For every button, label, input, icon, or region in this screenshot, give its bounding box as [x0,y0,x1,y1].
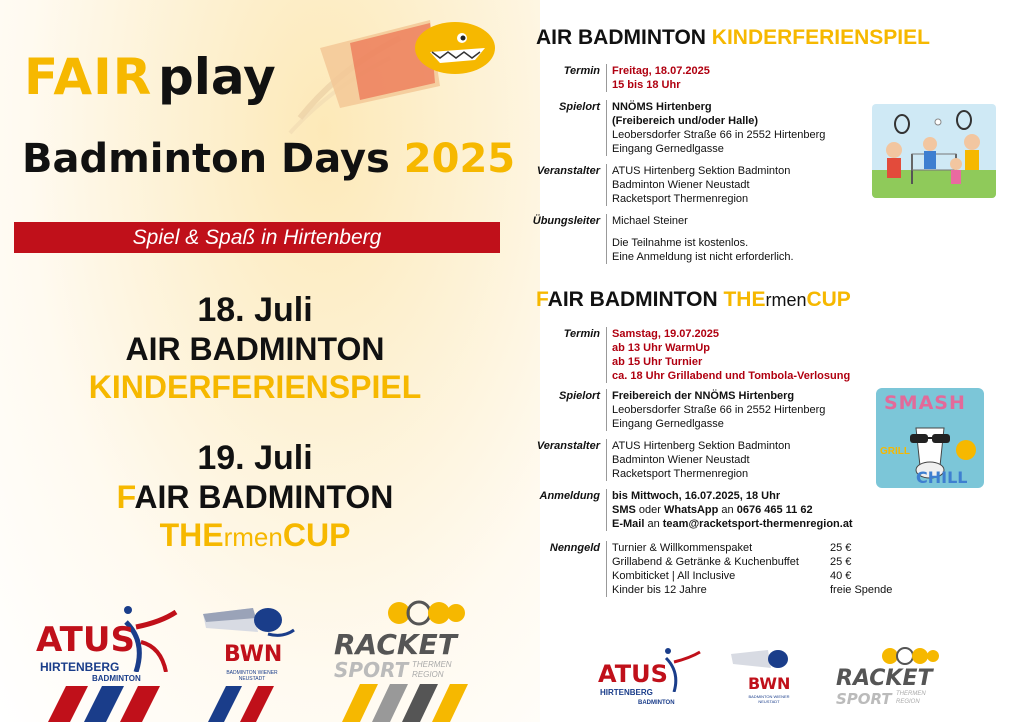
atus-text: ATUS [36,620,135,660]
shuttlecock-icon [280,8,500,138]
racket-stripes [334,684,474,722]
price-row [612,583,950,597]
s1-termin-1: Freitag, 18.07.2025 [612,65,710,77]
s1-veranstalter-label: Veranstalter [536,165,600,177]
racket-logo-small [836,646,946,712]
s1-termin-label: Termin [563,65,600,77]
bwn-shuttle-icon [198,602,298,642]
s1-uebungsleiter-label: Übungsleiter [532,215,600,227]
thermen-text: THERMEN [896,691,926,697]
racket-balls-icon [880,646,940,666]
atus-sub2: BADMINTON [638,700,675,706]
bwn-text: BWN [748,674,791,693]
s1-spielort-3: Leobersdorfer Straße 66 in 2552 Hirtenberg [612,129,826,141]
s2-anmeldung-label: Anmeldung [539,490,600,502]
price-value: freie Spende [830,584,893,596]
bwn-logo-small [728,646,808,712]
section1-title-a: AIR BADMINTON [536,26,712,49]
s2-veranstalter-1: ATUS Hirtenberg Sektion Badminton [612,440,791,452]
smash-grill-chill-illustration [876,388,984,488]
s2-spielort-2: Leobersdorfer Straße 66 in 2552 Hirtenberg [612,404,826,416]
atus-stripes [36,686,166,722]
s2-termin-label: Termin [563,328,600,340]
s2-anmeldung-2 [612,503,950,517]
event2-the: THE [159,517,224,553]
s1-termin-value [606,64,950,92]
s1-uebungsleiter-row [530,214,950,264]
s1-note-1: Die Teilnahme ist kostenlos. [612,237,749,249]
s1-spielort-label: Spielort [559,101,600,113]
s2-anmeldung-email-label: E-Mail [612,518,645,530]
bwn-sub: BADMINTON WIENER NEUSTADT [226,670,278,682]
section2-title-air: AIR BADMINTON [547,288,724,311]
s1-veranstalter-2: Badminton Wiener Neustadt [612,179,750,191]
s2-termin-3: ab 15 Uhr Turnier [612,356,703,368]
s1-uebungsleiter-1: Michael Steiner [612,215,688,227]
bwn-sub: BADMINTON WIENER NEUSTADT [748,694,790,704]
price-value: 40 € [830,570,852,582]
s2-anmeldung-phone: 0676 465 11 62 [736,504,813,516]
sport-text: SPORT [836,690,892,708]
s2-spielort-3: Eingang Gernedlgasse [612,418,724,430]
grill-text: GRILL [880,446,910,457]
title-year: 2025 [403,136,516,182]
s2-anmeldung-1: bis Mittwoch, 16.07.2025, 18 Uhr [612,490,781,502]
s2-veranstalter-3: Racketsport Thermenregion [612,468,749,480]
s2-anmeldung-whatsapp: WhatsApp [663,504,719,516]
s1-note-2: Eine Anmeldung ist nicht erforderlich. [612,251,794,263]
atus-logo-small [598,646,708,712]
bwn-shuttle-icon [728,646,800,674]
racket-balls-icon [386,600,466,626]
s2-nenngeld-row [530,541,950,597]
event2-rest: AIR BADMINTON [134,479,394,515]
racket-text: RACKET [836,666,933,691]
s2-termin-4: ca. 18 Uhr Grillabend und Tombola-Verlosung [612,370,851,382]
subtitle-banner: Spiel & Spaß in Hirtenberg [14,222,500,253]
s2-nenngeld-label: Nenngeld [549,542,600,554]
price-row [612,555,950,569]
price-name: Kinder bis 12 Jahre [612,584,707,596]
s2-anmeldung-row [530,489,950,531]
event2-line2 [20,516,490,556]
region-text: REGION [412,670,444,679]
section1-title-b: KINDERFERIENSPIEL [711,26,930,49]
title-badminton-days [22,136,515,182]
smash-text: SMASH [884,392,966,414]
s1-termin-row [530,64,950,92]
racket-logo-large [334,600,474,722]
atus-sub1: HIRTENBERG [40,660,120,674]
s1-uebungsleiter-value [606,214,950,264]
bwn-stripes [198,686,298,722]
atus-sub1: HIRTENBERG [600,688,653,697]
event2-block [20,438,490,556]
s1-spielort-2: (Freibereich und/oder Halle) [612,115,759,127]
s1-spielort-1: NNÖMS Hirtenberg [612,101,712,113]
thermen-text: THERMEN [412,660,452,669]
s2-veranstalter-label: Veranstalter [536,440,600,452]
section2-title-the: THE [723,288,766,311]
section2-title-cup: CUP [806,288,851,311]
s2-anmeldung-value [606,489,950,531]
event1-block [20,290,490,406]
event2-rmen: rmen [223,522,283,552]
event1-line2: KINDERFERIENSPIEL [88,369,422,405]
s2-termin-1: Samstag, 19.07.2025 [612,328,720,340]
title-play: play [158,48,276,106]
event2-f: F [116,479,135,515]
price-row [612,569,950,583]
s2-anmeldung-3 [612,517,950,531]
price-value: 25 € [830,542,852,554]
price-name: Grillabend & Getränke & Kuchenbuffet [612,556,799,568]
s2-veranstalter-2: Badminton Wiener Neustadt [612,454,750,466]
bwn-text: BWN [224,642,283,667]
section1-title [536,26,930,50]
racket-text: RACKET [334,628,457,661]
atus-sub2: BADMINTON [92,674,141,683]
title-days-text: Badminton Days [22,136,390,182]
s2-anmeldung-an2: an [644,518,663,530]
price-name: Kombiticket | All Inclusive [612,570,736,582]
section2-title [536,288,851,312]
price-name: Turnier & Willkommenspaket [612,542,753,554]
event2-cup: CUP [282,517,351,553]
s1-termin-2: 15 bis 18 Uhr [612,79,681,91]
s2-anmeldung-sms: SMS [612,504,636,516]
s2-anmeldung-email: team@racketsport-thermenregion.at [662,518,853,530]
kids-badminton-illustration [872,104,996,198]
chill-text: CHILL [916,468,968,487]
section2-title-f: F [536,288,548,311]
price-value: 25 € [830,556,852,568]
event2-date: 19. Juli [197,439,313,477]
s2-termin-value [606,327,950,383]
s1-veranstalter-3: Racketsport Thermenregion [612,193,749,205]
s2-anmeldung-an: an [718,504,737,516]
event2-line1 [20,478,490,516]
region-text: REGION [896,699,920,705]
s2-spielort-1: Freibereich der NNÖMS Hirtenberg [612,390,795,402]
s2-nenngeld-value [606,541,950,597]
s2-anmeldung-oder: oder [635,504,664,516]
s1-veranstalter-1: ATUS Hirtenberg Sektion Badminton [612,165,791,177]
s2-termin-row [530,327,950,383]
s2-termin-2: ab 13 Uhr WarmUp [612,342,711,354]
bwn-logo-large [198,602,308,722]
s1-spielort-4: Eingang Gernedlgasse [612,143,724,155]
atus-logo-large [36,602,186,722]
section2-title-rmen: rmen [765,290,807,310]
event1-date: 18. Juli [197,291,313,329]
title-fair: FAIR [24,48,153,106]
sport-text: SPORT [334,658,409,682]
atus-text: ATUS [598,660,668,688]
s2-spielort-label: Spielort [559,390,600,402]
price-row [612,541,950,555]
event1-line1: AIR BADMINTON [125,331,385,367]
